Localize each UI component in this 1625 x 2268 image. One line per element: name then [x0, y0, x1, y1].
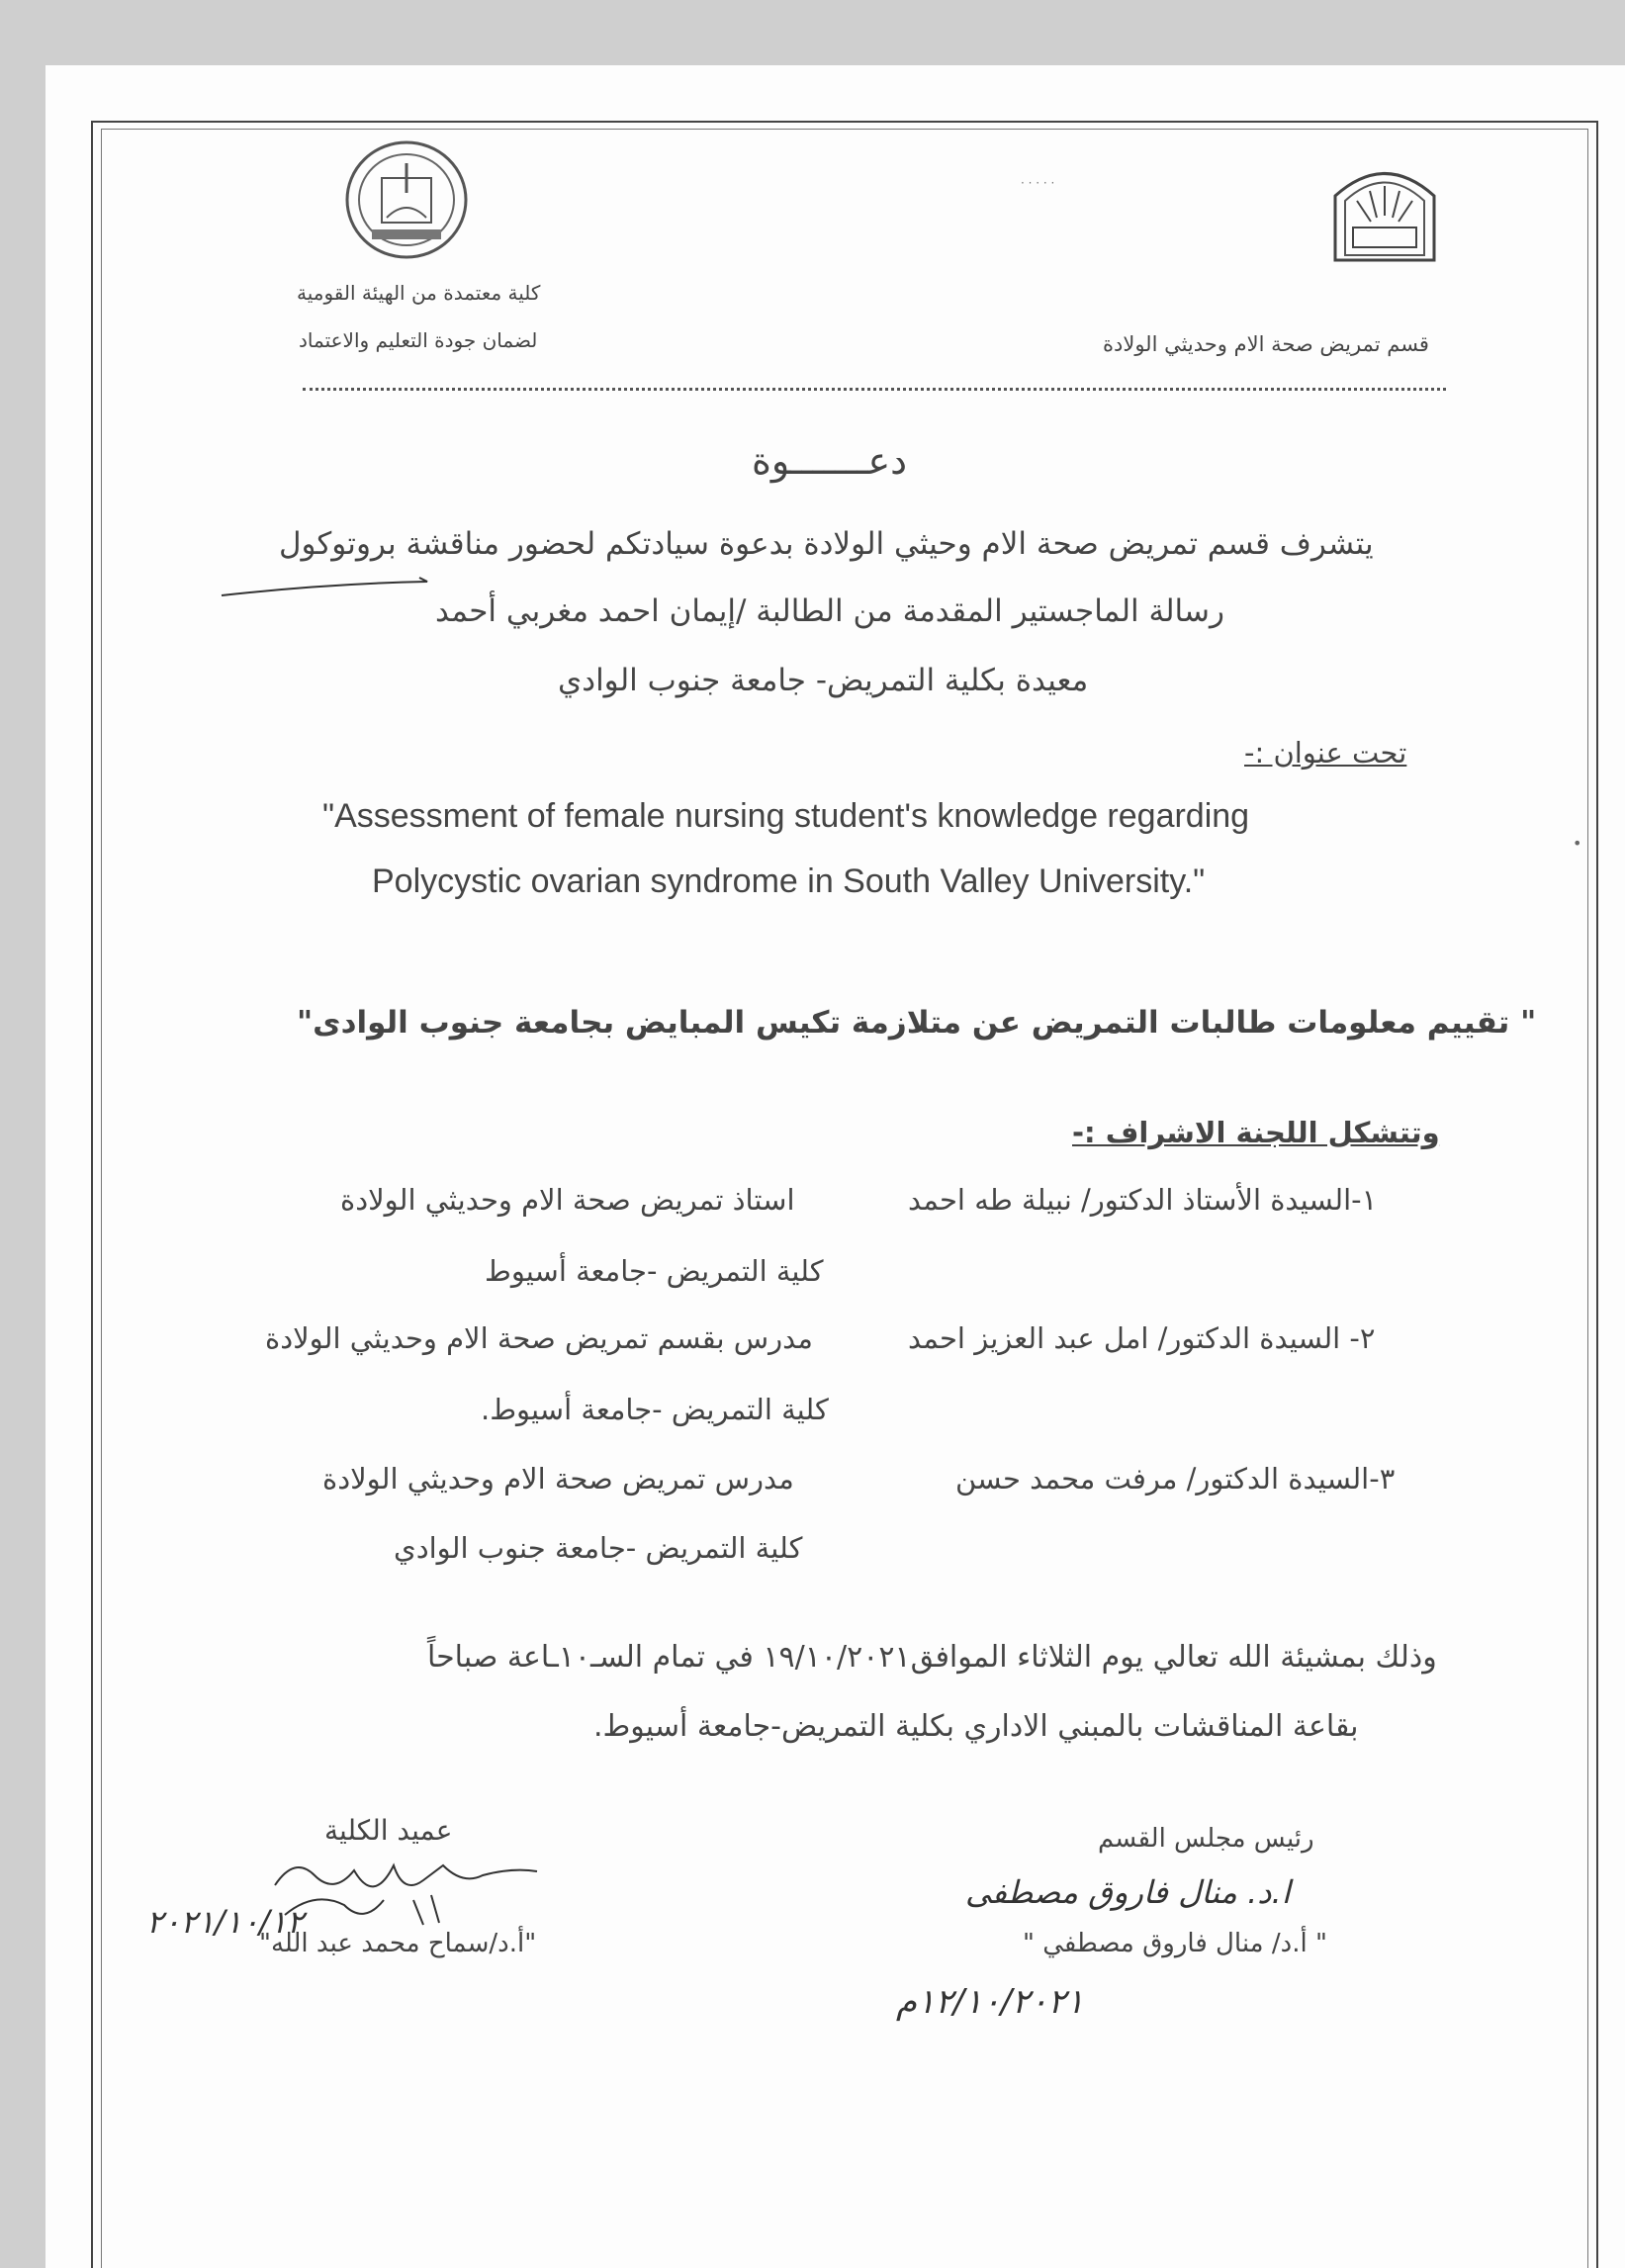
member-name: ١-السيدة الأستاذ الدكتور/ نبيلة طه احمد — [908, 1183, 1378, 1217]
scan-specks: · · · · · — [1021, 176, 1055, 190]
closing-line-2: بقاعة المناقشات بالمبني الاداري بكلية التمريض-جامعة أسيوط. — [593, 1709, 1359, 1744]
scan-dot: • — [1573, 834, 1582, 853]
faculty-emblem-icon — [1325, 156, 1444, 265]
page-title: دعـــــــوة — [752, 439, 908, 483]
head-name: " أ.د/ منال فاروق مصطفي " — [1023, 1929, 1327, 1958]
thesis-title-ar: " تقييم معلومات طالبات التمريض عن متلازمة تكيس المبايض بجامعة جنوب الوادى" — [297, 1005, 1537, 1041]
closing-line-1: وذلك بمشيئة الله تعالي يوم الثلاثاء الموافق١٩/١٠/٢٠٢١ في تمام السـ١٠ـاعة صباحاً — [427, 1640, 1437, 1675]
member-name: ٣-السيدة الدكتور/ مرفت محمد حسن — [955, 1462, 1396, 1496]
member-title: مدرس تمريض صحة الام وحديثي الولادة — [322, 1462, 794, 1496]
head-handwritten-date: ١٢/١٠/٢٠٢١م — [896, 1982, 1085, 2022]
handwritten-underline — [220, 576, 437, 599]
member-affiliation: كلية التمريض -جامعة جنوب الوادي — [394, 1531, 803, 1565]
accreditation-line-2: لضمان جودة التعليم والاعتماد — [299, 328, 538, 352]
intro-line-3: معيدة بكلية التمريض- جامعة جنوب الوادي — [558, 663, 1089, 698]
head-handwritten-signature: ا.د. منال فاروق مصطفى — [965, 1873, 1291, 1911]
head-title: رئيس مجلس القسم — [1098, 1824, 1314, 1854]
accreditation-seal-icon — [342, 138, 471, 262]
accreditation-line-1: كلية معتمدة من الهيئة القومية — [297, 281, 541, 305]
member-affiliation: كلية التمريض -جامعة أسيوط — [485, 1254, 824, 1288]
member-title: استاذ تمريض صحة الام وحديثي الولادة — [340, 1183, 795, 1217]
under-title-label: تحت عنوان :- — [1244, 736, 1407, 770]
department-name: قسم تمريض صحة الام وحديثي الولادة — [1103, 332, 1429, 356]
dean-handwritten-date: ٢٠٢١/١٠/١٢ — [146, 1903, 305, 1941]
committee-label: وتتشكل اللجنة الاشراف :- — [1072, 1116, 1440, 1149]
header-divider — [303, 388, 1446, 391]
thesis-title-en-line-2: Polycystic ovarian syndrome in South Valley University." — [372, 862, 1206, 900]
member-name: ٢- السيدة الدكتور/ امل عبد العزيز احمد — [908, 1321, 1376, 1355]
intro-line-1: يتشرف قسم تمريض صحة الام وحيثي الولادة بدعوة سيادتكم لحضور مناقشة بروتوكول — [279, 526, 1374, 562]
member-affiliation: كلية التمريض -جامعة أسيوط. — [481, 1393, 829, 1426]
intro-line-2: رسالة الماجستير المقدمة من الطالبة /إيمان احمد مغربي أحمد — [435, 593, 1224, 629]
dean-title: عميد الكلية — [324, 1814, 453, 1847]
thesis-title-en-line-1: "Assessment of female nursing student's knowledge regarding — [322, 797, 1250, 835]
dean-name: "أ.د/سماح محمد عبد الله" — [259, 1929, 537, 1958]
member-title: مدرس بقسم تمريض صحة الام وحديثي الولادة — [265, 1321, 813, 1355]
